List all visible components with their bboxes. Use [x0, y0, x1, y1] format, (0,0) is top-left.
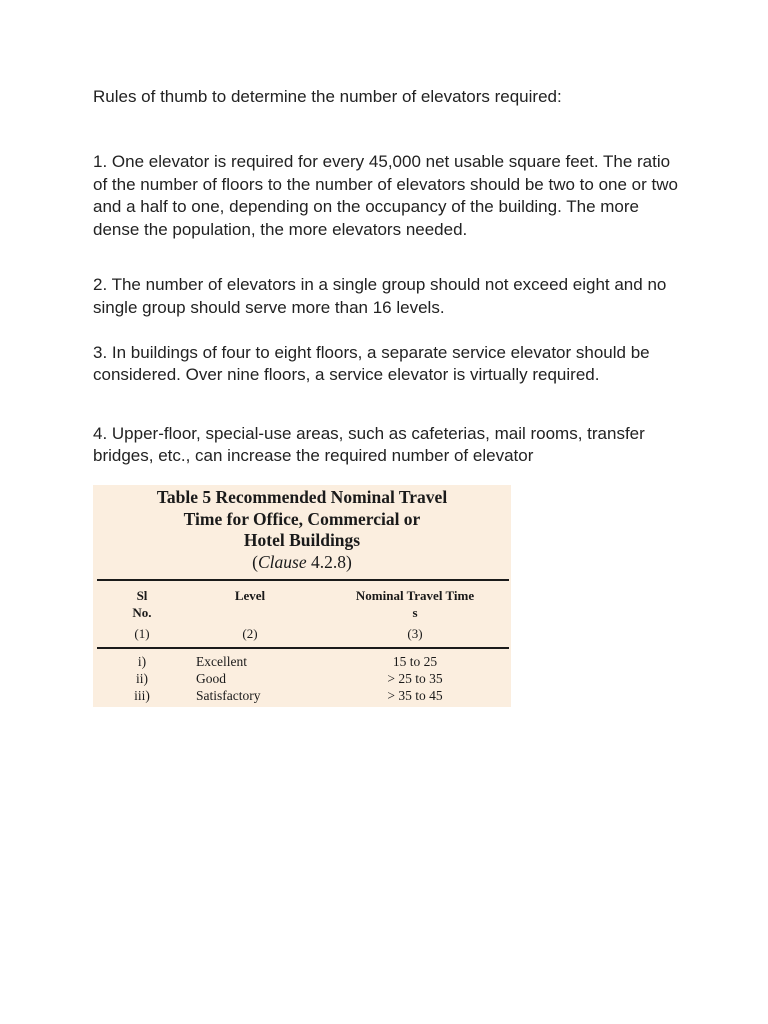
row-time-cell: > 25 to 35: [387, 671, 443, 686]
rule-3-paragraph: 3. In buildings of four to eight floors, a separate service elevator should be considered. Over nine floors, a service elevator is virtually required.: [93, 342, 650, 385]
column-number-3: (3): [407, 626, 423, 641]
column-header-time-line-2: s: [412, 605, 418, 620]
row-sl-cell: ii): [136, 671, 148, 686]
row-time-cell: > 35 to 45: [387, 688, 443, 703]
row-sl-cell: i): [137, 654, 147, 669]
row-level-cell: Satisfactory: [196, 688, 261, 703]
table-header-rule: [97, 647, 509, 649]
column-number-2: (2): [242, 626, 258, 641]
clause-word: Clause: [258, 551, 307, 572]
document-heading: Rules of thumb to determine the number of elevators required:: [93, 87, 562, 106]
row-time-cell: 15 to 25: [392, 654, 438, 669]
row-sl-cell: iii): [134, 688, 150, 703]
table-title-line-3: Hotel Buildings: [243, 530, 361, 550]
table-row: [93, 653, 511, 670]
travel-time-table-image: [93, 485, 511, 707]
column-header-level-line-1: Level: [234, 588, 266, 603]
table-title: [93, 487, 511, 573]
row-level-cell: Good: [196, 671, 226, 686]
clause-number: 4.2.8): [306, 551, 352, 572]
table-row: [93, 687, 511, 704]
table-title-line-1: Table 5 Recommended Nominal Travel: [156, 487, 448, 507]
rule-1-paragraph: 1. One elevator is required for every 45,000 net usable square feet. The ratio of the number of floors to the number of elevators should be two to one or two and a half to one, depending on the occupancy of the building. The more dense the population, the more elevators needed.: [93, 152, 678, 239]
column-header-sl-line-1: Sl: [136, 588, 148, 603]
column-header-nominal-travel-time: [341, 587, 489, 621]
rule-4-paragraph: 4. Upper-floor, special-use areas, such as cafeterias, mail rooms, transfer bridges, etc., can increase the required number of elevator: [93, 423, 645, 466]
row-level-cell: Excellent: [196, 654, 247, 669]
column-number-1: (1): [134, 626, 150, 641]
column-header-time-line-1: Nominal Travel Time: [355, 588, 475, 603]
clause-open-paren: (: [252, 551, 258, 572]
column-header-sl-no: [125, 587, 159, 621]
column-header-level: [218, 587, 282, 604]
table-clause-reference: [93, 552, 511, 574]
rule-2-paragraph: 2. The number of elevators in a single group should not exceed eight and no single group should serve more than 16 levels.: [93, 275, 667, 317]
table-row: [93, 670, 511, 687]
table-top-rule: [97, 579, 509, 581]
table-title-line-2: Time for Office, Commercial or: [183, 508, 421, 529]
document-body: [93, 86, 683, 468]
column-header-sl-line-2: No.: [132, 605, 152, 620]
